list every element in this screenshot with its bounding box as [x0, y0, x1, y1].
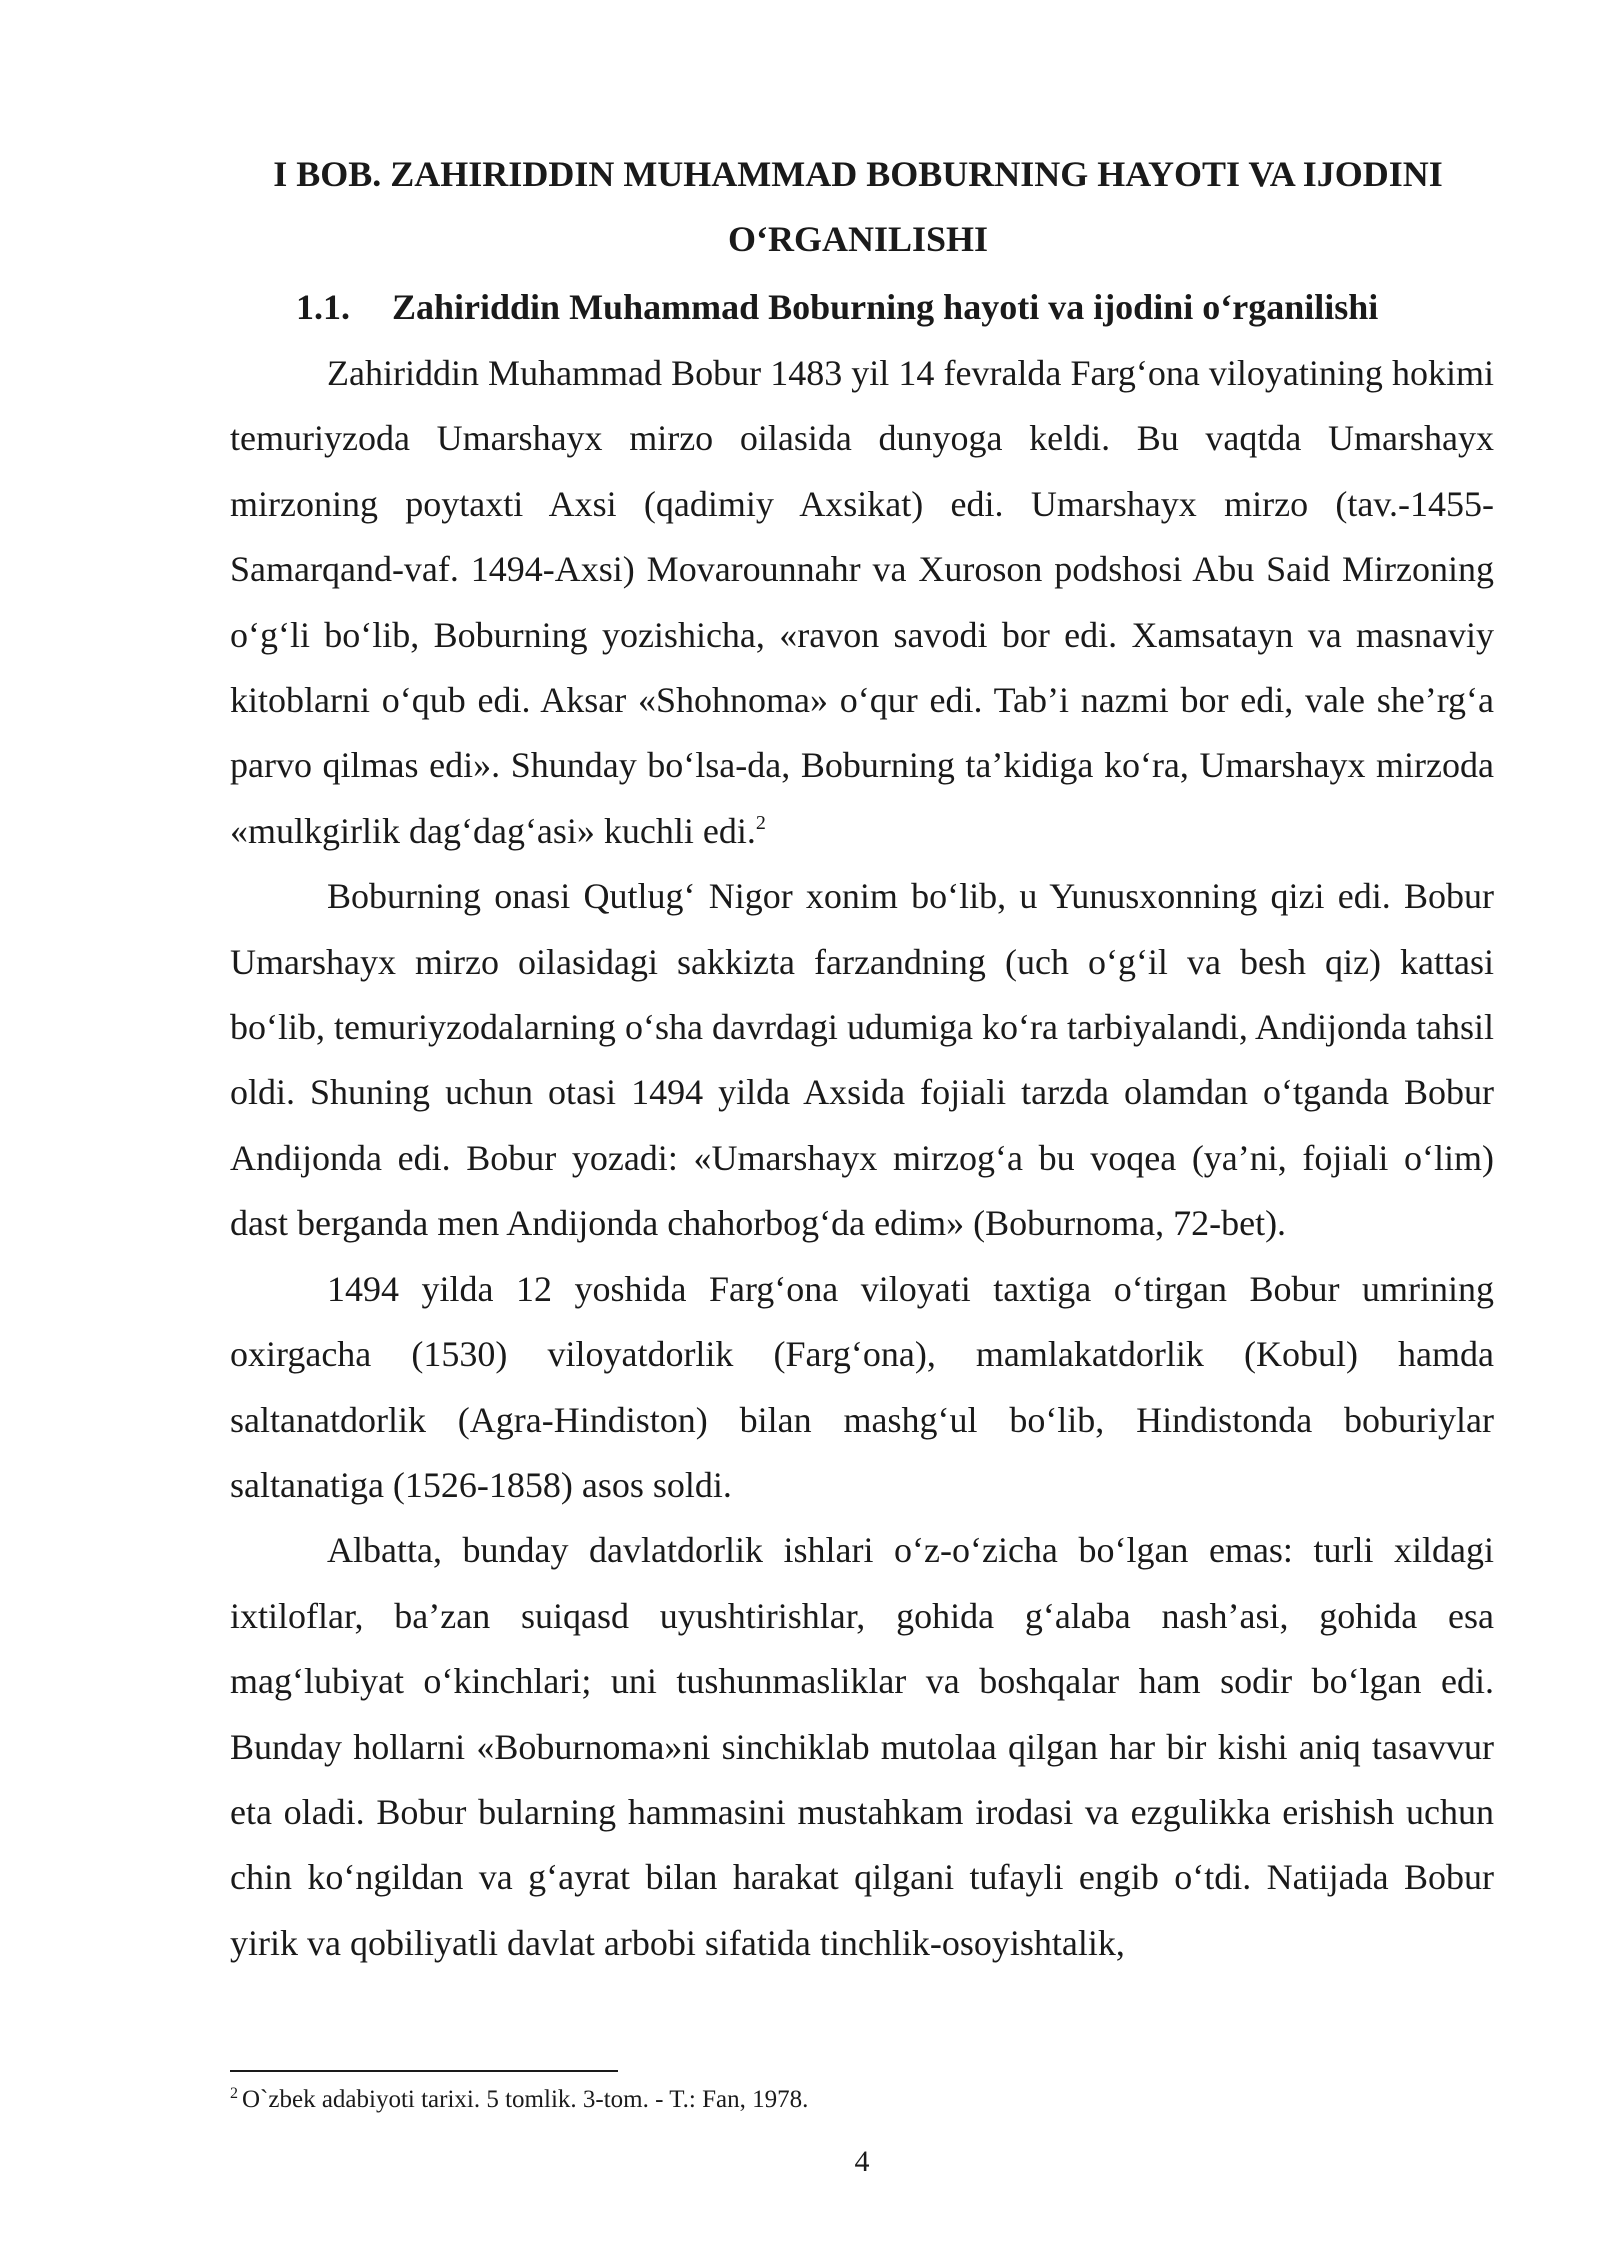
footnote-separator: [230, 2070, 618, 2072]
paragraph-text: 1494 yilda 12 yoshida Farg‘ona viloyati taxtiga o‘tirgan Bobur umrining oxirgacha (1530) viloyatdorlik (Farg‘ona), mamlakatdorlik (Kobul) hamda saltanatdorlik (Agra-Hindiston) bilan mashg‘ul bo‘lib, Hindistonda boburiylar saltanatiga (1526-1858) asos soldi.: [230, 1268, 1494, 1505]
page-number: 4: [854, 2145, 870, 2178]
section-heading: [296, 275, 1378, 340]
footnote: [230, 2082, 808, 2118]
footnote-text: O`zbek adabiyoti tarixi. 5 tomlik. 3-tom. - T.: Fan, 1978.: [242, 2086, 809, 2113]
paragraph: [230, 1518, 1494, 1976]
chapter-heading: I BOB. ZAHIRIDDIN MUHAMMAD BOBURNING HAYOTI VA IJODINI O‘RGANILISHI: [273, 154, 1443, 259]
footnote-marker: 2: [230, 2085, 238, 2102]
paragraph-text: Albatta, bunday davlatdorlik ishlari o‘z-o‘zicha bo‘lgan emas: turli xildagi ixtiloflar, ba’zan suiqasd uyushtirishlar, gohida g‘alaba nash’asi, gohida esa mag‘lubiyat o‘kinchlari; uni tushunmasliklar va boshqalar ham sodir bo‘lgan edi. Bunday hollarni «Boburnoma»ni sinchiklab mutolaa qilgan har bir kishi aniq tasavvur eta oladi. Bobur bularning hammasini mustahkam irodasi va ezgulikka erishish uchun chin ko‘ngildan va g‘ayrat bilan harakat qilgani tufayli engib o‘tdi. Natijada Bobur yirik va qobiliyatli davlat arbobi sifatida tinchlik-osoyishtalik,: [230, 1530, 1494, 1963]
section-title: Zahiriddin Muhammad Boburning hayoti va ijodini o‘rganilishi: [392, 287, 1379, 327]
body-text: [230, 341, 1494, 1976]
footnote-reference: 2: [755, 811, 766, 834]
section-number: 1.1.: [296, 287, 350, 327]
paragraph-text: Zahiriddin Muhammad Bobur 1483 yil 14 fevralda Farg‘ona viloyatining hokimi temuriyzoda Umarshayx mirzo oilasida dunyoga keldi. Bu vaqtda Umarshayx mirzoning poytaxti Axsi (qadimiy Axsikat) edi. Umarshayx mirzo (tav.-1455-Samarqand-vaf. 1494-Axsi) Movarounnahr va Xuroson podshosi Abu Said Mirzoning o‘g‘li bo‘lib, Boburning yozishicha, «ravon savodi bor edi. Xamsatayn va masnaviy kitoblarni o‘qub edi. Aksar «Shohnoma» o‘qur edi. Tab’i nazmi bor edi, vale she’rg‘a parvo qilmas edi». Shunday bo‘lsa-da, Boburning ta’kidiga ko‘ra, Umarshayx mirzoda «mulkgirlik dag‘dag‘asi» kuchli edi.: [230, 353, 1494, 851]
paragraph: [230, 864, 1494, 1256]
paragraph: [230, 1257, 1494, 1519]
paragraph-text: Boburning onasi Qutlug‘ Nigor xonim bo‘lib, u Yunusxonning qizi edi. Bobur Umarshayx mirzo oilasidagi sakkizta farzandning (uch o‘g‘il va besh qiz) kattasi bo‘lib, temuriyzodalarning o‘sha davrdagi udumiga ko‘ra tarbiyalandi, Andijonda tahsil oldi. Shuning uchun otasi 1494 yilda Axsida fojiali tarzda olamdan o‘tganda Bobur Andijonda edi. Bobur yozadi: «Umarshayx mirzog‘a bu voqea (ya’ni, fojiali o‘lim) dast berganda men Andijonda chahorbog‘da edim» (Boburnoma, 72-bet).: [230, 876, 1494, 1244]
paragraph: [230, 341, 1494, 864]
